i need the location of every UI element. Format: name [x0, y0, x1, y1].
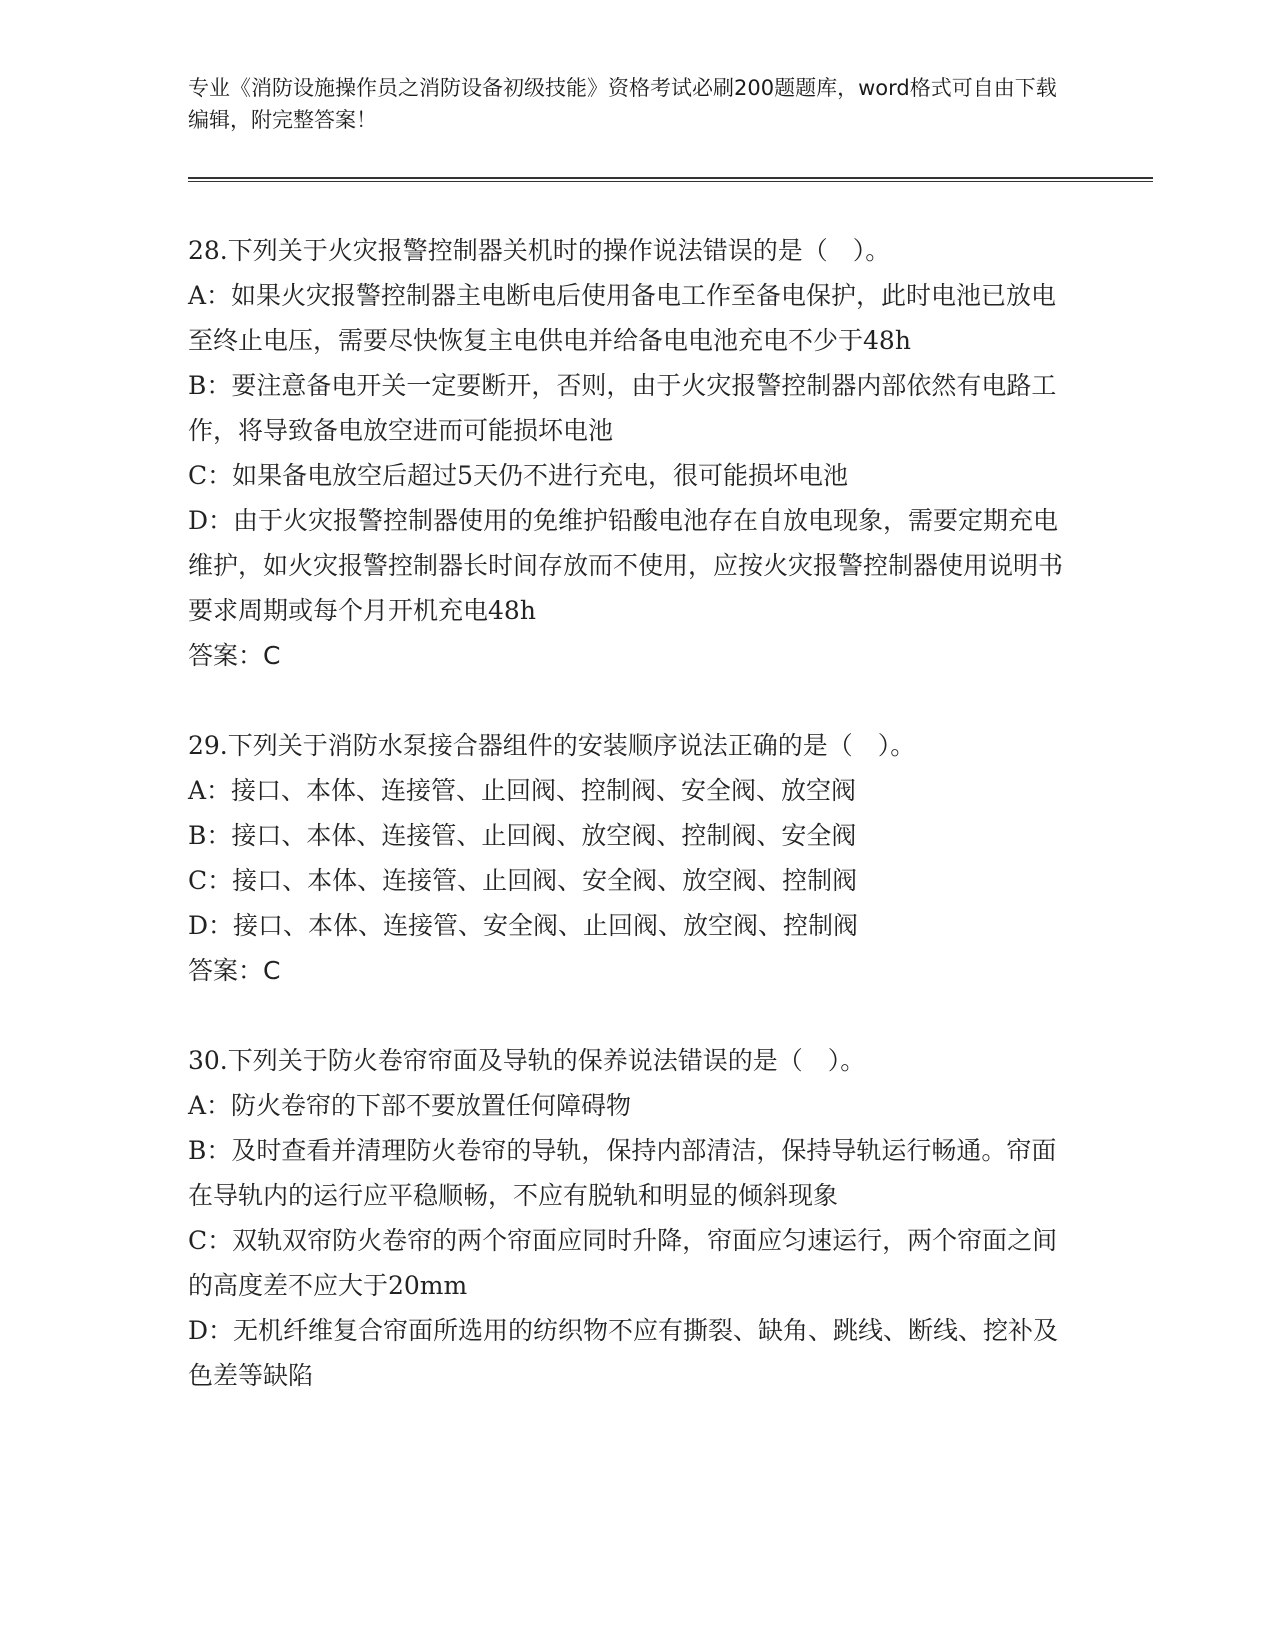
option-b: B：及时查看并清理防火卷帘的导轨，保持内部清洁，保持导轨运行畅通。帘面在导轨内的运行应平稳顺畅，不应有脱轨和明显的倾斜现象	[188, 1136, 1057, 1210]
header-divider-thin	[188, 181, 1153, 182]
question-stem: 30.下列关于防火卷帘帘面及导轨的保养说法错误的是（ ）。	[188, 1046, 866, 1075]
question-list	[188, 228, 1068, 1443]
option-d: D：由于火灾报警控制器使用的免维护铅酸电池存在自放电现象，需要定期充电维护，如火灾报警控制器长时间存放而不使用，应按火灾报警控制器使用说明书要求周期或每个月开机充电48h	[188, 506, 1064, 625]
option-c: C：双轨双帘防火卷帘的两个帘面应同时升降，帘面应匀速运行，两个帘面之间的高度差不应大于20mm	[188, 1226, 1058, 1300]
option-b: B：接口、本体、连接管、止回阀、放空阀、控制阀、安全阀	[188, 821, 857, 850]
option-d: D：接口、本体、连接管、安全阀、止回阀、放空阀、控制阀	[188, 911, 859, 940]
question-28	[188, 228, 1068, 678]
question-stem: 28.下列关于火灾报警控制器关机时的操作说法错误的是（ ）。	[188, 236, 891, 265]
option-c: C：接口、本体、连接管、止回阀、安全阀、放空阀、控制阀	[188, 866, 858, 895]
option-a: A：接口、本体、连接管、止回阀、控制阀、安全阀、放空阀	[188, 776, 857, 805]
question-29	[188, 723, 1068, 993]
option-d: D：无机纤维复合帘面所选用的纺织物不应有撕裂、缺角、跳线、断线、挖补及色差等缺陷	[188, 1316, 1059, 1390]
option-b: B：要注意备电开关一定要断开，否则，由于火灾报警控制器内部依然有电路工作，将导致备电放空进而可能损坏电池	[188, 371, 1057, 445]
question-30	[188, 1038, 1068, 1398]
document-header: 专业《消防设施操作员之消防设备初级技能》资格考试必刷200题题库，word格式可自由下载编辑，附完整答案！	[188, 76, 1057, 132]
option-a: A：防火卷帘的下部不要放置任何障碍物	[188, 1091, 632, 1120]
option-a: A：如果火灾报警控制器主电断电后使用备电工作至备电保护，此时电池已放电至终止电压，需要尽快恢复主电供电并给备电电池充电不少于48h	[188, 281, 1057, 355]
answer: 答案：C	[188, 641, 281, 670]
question-stem: 29.下列关于消防水泵接合器组件的安装顺序说法正确的是（ ）。	[188, 731, 916, 760]
answer: 答案：C	[188, 956, 281, 985]
option-c: C：如果备电放空后超过5天仍不进行充电，很可能损坏电池	[188, 461, 849, 490]
header-divider-thick	[188, 177, 1153, 179]
